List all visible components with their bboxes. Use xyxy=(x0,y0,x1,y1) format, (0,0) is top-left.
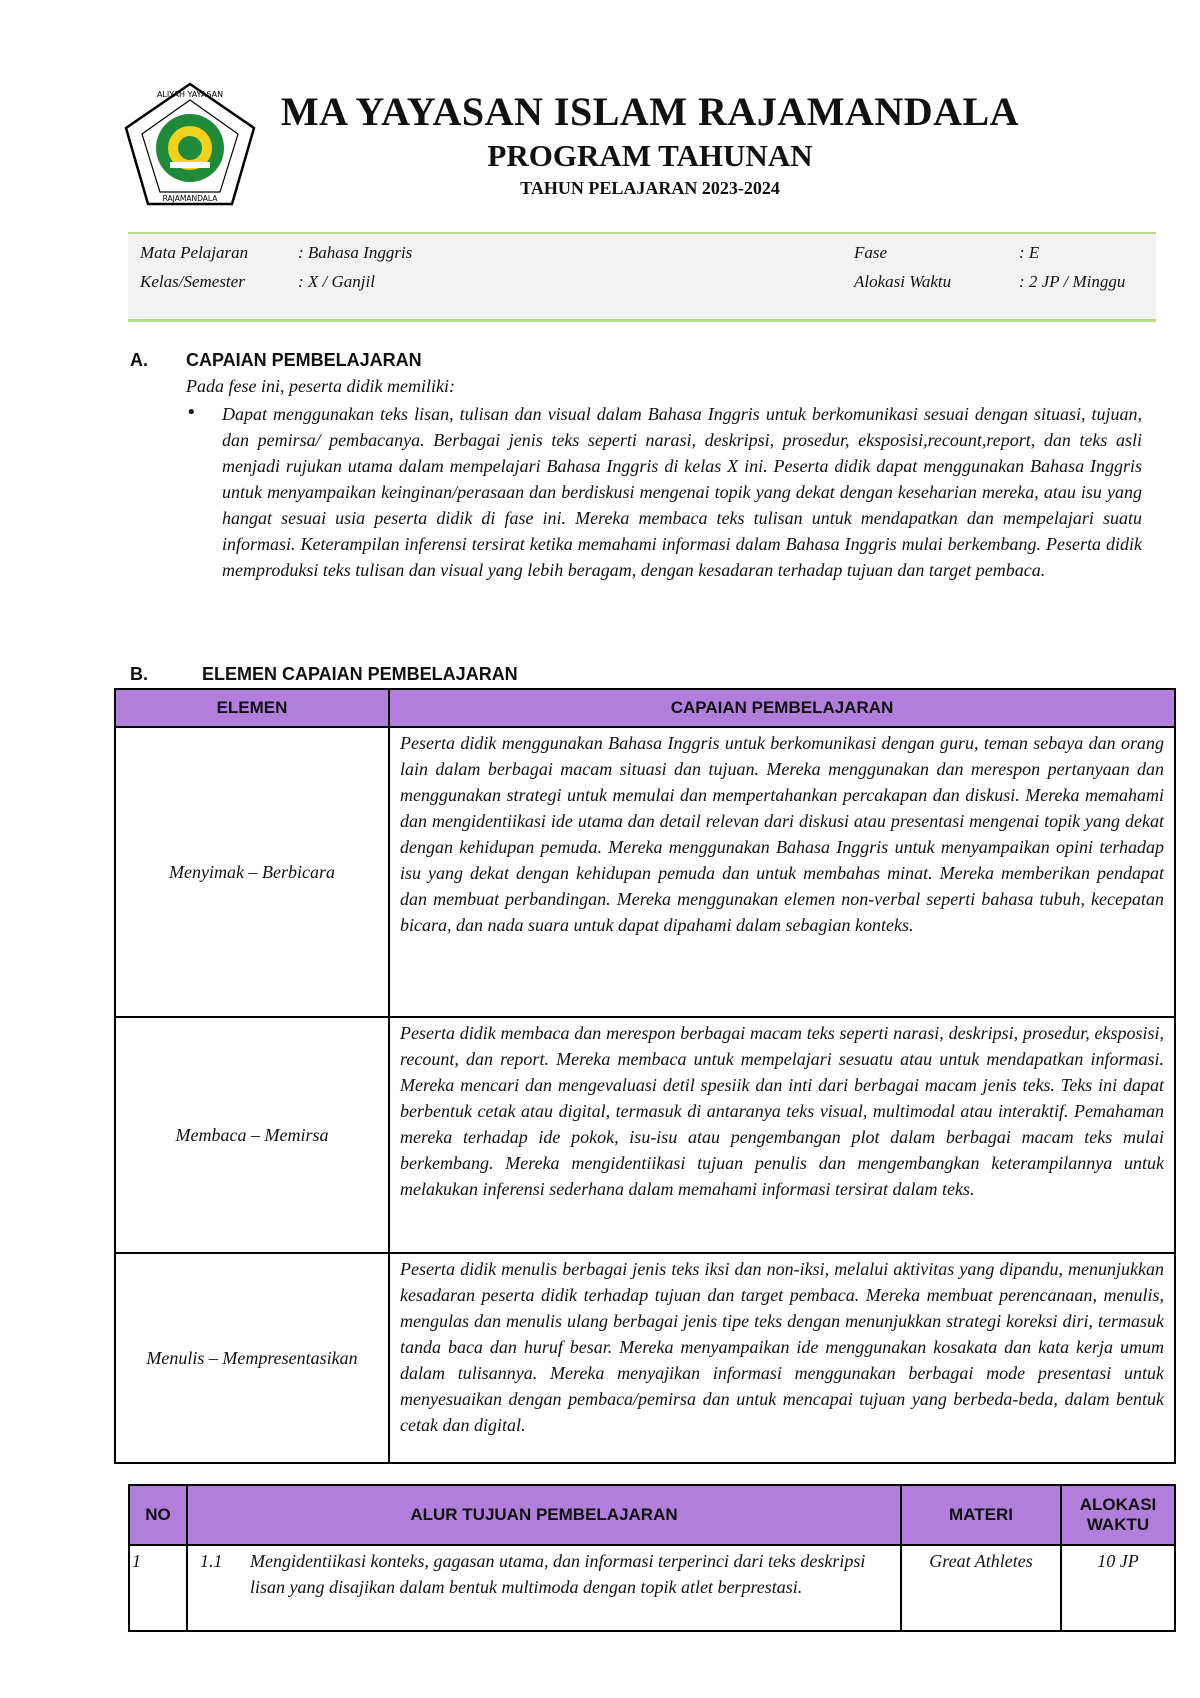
atp-alur-wrap xyxy=(196,1548,892,1600)
capaian-cell: Peserta didik menggunakan Bahasa Inggris untuk berkomunikasi dengan guru, teman sebaya dan orang lain dalam berbagai macam situasi dan tujuan. Mereka menggunakan dan merespon pertanyaan dan menggunakan strategi untuk memulai dan mempertahankan percakapan dan diskusi. Mereka memahami dan mengidentiikasi ide utama dan detail relevan dari diskusi atau presentasi mengenai topik yang dekat dengan kehidupan pemuda. Mereka menggunakan Bahasa Inggris untuk menyampaikan opini terhadap isu yang dekat dengan kehidupan pemuda dan untuk membahas minat. Mereka memberikan pendapat dan membuat perbandingan. Mereka menggunakan elemen non-verbal seperti bahasa tubuh, kecepatan bicara, dan nada suara untuk dapat dipahami dalam sebagian konteks. xyxy=(389,727,1175,1017)
atp-alokasi: 10 JP xyxy=(1061,1545,1175,1631)
atp-table-header xyxy=(129,1485,1175,1545)
logo-top-text: ALIYAH YAYASAN xyxy=(156,90,224,99)
logo-bottom-text: RAJAMANDALA xyxy=(162,194,218,203)
mapel-value: : Bahasa Inggris xyxy=(298,243,413,262)
elemen-cell: Menyimak – Berbicara xyxy=(115,727,389,1017)
atp-no: 1 xyxy=(129,1545,187,1631)
section-a-title: CAPAIAN PEMBELAJARAN xyxy=(186,350,422,370)
alokasi-label: Alokasi Waktu xyxy=(854,272,952,291)
document-title: PROGRAM TAHUNAN xyxy=(487,138,813,173)
col-capaian: CAPAIAN PEMBELAJARAN xyxy=(389,689,1175,727)
elemen-table-header xyxy=(115,689,1175,727)
col-materi: MATERI xyxy=(901,1485,1061,1545)
fase-label: Fase xyxy=(854,243,888,262)
page-header xyxy=(0,70,1200,210)
col-alokasi: ALOKASI WAKTU xyxy=(1061,1485,1175,1545)
atp-alur-text: Mengidentiikasi konteks, gagasan utama, dan informasi terperinci dari teks deskripsi lisan yang disajikan dalam bentuk multimoda dengan topik atlet berprestasi. xyxy=(250,1551,866,1597)
atp-sub-number: 1.1 xyxy=(200,1551,223,1571)
elemen-table xyxy=(114,688,1176,1464)
alokasi-value: : 2 JP / Minggu xyxy=(1019,272,1126,291)
atp-alur-cell xyxy=(187,1545,901,1631)
kelas-value: : X / Ganjil xyxy=(298,272,375,291)
elemen-cell: Membaca – Memirsa xyxy=(115,1017,389,1253)
academic-year: TAHUN PELAJARAN 2023-2024 xyxy=(520,178,780,198)
section-a-intro: Pada fese ini, peserta didik memiliki: xyxy=(186,376,455,396)
fase-value: : E xyxy=(1019,243,1040,262)
section-a-text: Dapat menggunakan teks lisan, tulisan dan visual dalam Bahasa Inggris untuk berkomunikasi sesuai dengan situasi, tujuan, dan pemirsa/ pembacanya. Berbagai jenis teks seperti narasi, deskripsi, prosedur, eksposisi,recount,report, dan teks asli menjadi rujukan utama dalam mempelajari Bahasa Inggris di kelas X ini. Peserta didik dapat menggunakan Bahasa Inggris untuk menyampaikan keinginan/perasaan dan berdiskusi mengenai topik yang dekat dengan keseharian mereka, atau isu yang hangat sesuai usia peserta didik di fase ini. Mereka membaca teks tulisan untuk mendapatkan dan mempelajari suatu informasi. Keterampilan inferensi tersirat ketika memahami informasi dalam Bahasa Inggris mulai berkembang. Peserta didik memproduksi teks tulisan dan visual yang lebih beragam, dengan kesadaran terhadap tujuan dan target pembaca. xyxy=(222,404,1142,580)
capaian-cell: Peserta didik menulis berbagai jenis teks iksi dan non-iksi, melalui aktivitas yang dipandu, menunjukkan kesadaran peserta didik terhadap tujuan dan target pembaca. Mereka membuat perencanaan, menulis, mengulas dan menulis ulang berbagai jenis tipe teks dengan menunjukkan strategi koreksi diri, termasuk tanda baca dan huruf besar. Mereka menyampaikan ide menggunakan kosakata dan kata kerja umum dalam tulisannya. Mereka menyajikan informasi menggunakan berbagai mode presentasi untuk menyesuaikan dengan pembaca/pemirsa dan untuk mencapai tujuan yang berbeda-beda, dalam bentuk cetak dan digital. xyxy=(389,1253,1175,1463)
school-name: MA YAYASAN ISLAM RAJAMANDALA xyxy=(280,89,1020,134)
section-b-title: ELEMEN CAPAIAN PEMBELAJARAN xyxy=(202,664,518,684)
table-row xyxy=(115,727,1175,1017)
section-b-letter: B. xyxy=(130,664,148,684)
info-row-1 xyxy=(140,243,1156,269)
mapel-label: Mata Pelajaran xyxy=(140,243,249,262)
kelas-label: Kelas/Semester xyxy=(140,272,245,291)
atp-materi: Great Athletes xyxy=(901,1545,1061,1631)
table-row xyxy=(129,1545,1175,1631)
col-alur: ALUR TUJUAN PEMBELAJARAN xyxy=(187,1485,901,1545)
elemen-cell: Menulis – Mempresentasikan xyxy=(115,1253,389,1463)
col-elemen: ELEMEN xyxy=(115,689,389,727)
capaian-cell: Peserta didik membaca dan merespon berbagai macam teks seperti narasi, deskripsi, prosedur, eksposisi, recount, dan report. Mereka membaca untuk mempelajari sesuatu atau untuk mendapatkan informasi. Mereka mencari dan mengevaluasi detil spesiik dan inti dari berbagai macam jenis teks. Teks ini dapat berbentuk cetak atau digital, termasuk di antaranya teks visual, multimodal atau interaktif. Pemahaman mereka terhadap ide pokok, isu-isu atau pengembangan plot dalam berbagai macam teks mulai berkembang. Mereka mengidentiikasi tujuan penulis dan mengembangkan keterampilannya untuk melakukan inferensi sederhana dalam memahami informasi tersirat dalam teks. xyxy=(389,1017,1175,1253)
bullet-icon: • xyxy=(186,402,197,423)
subject-info-box xyxy=(128,232,1156,322)
section-a-letter: A. xyxy=(130,350,148,370)
table-row xyxy=(115,1017,1175,1253)
table-row xyxy=(115,1253,1175,1463)
info-row-2 xyxy=(140,272,1156,298)
atp-table xyxy=(128,1484,1176,1632)
col-no: NO xyxy=(129,1485,187,1545)
